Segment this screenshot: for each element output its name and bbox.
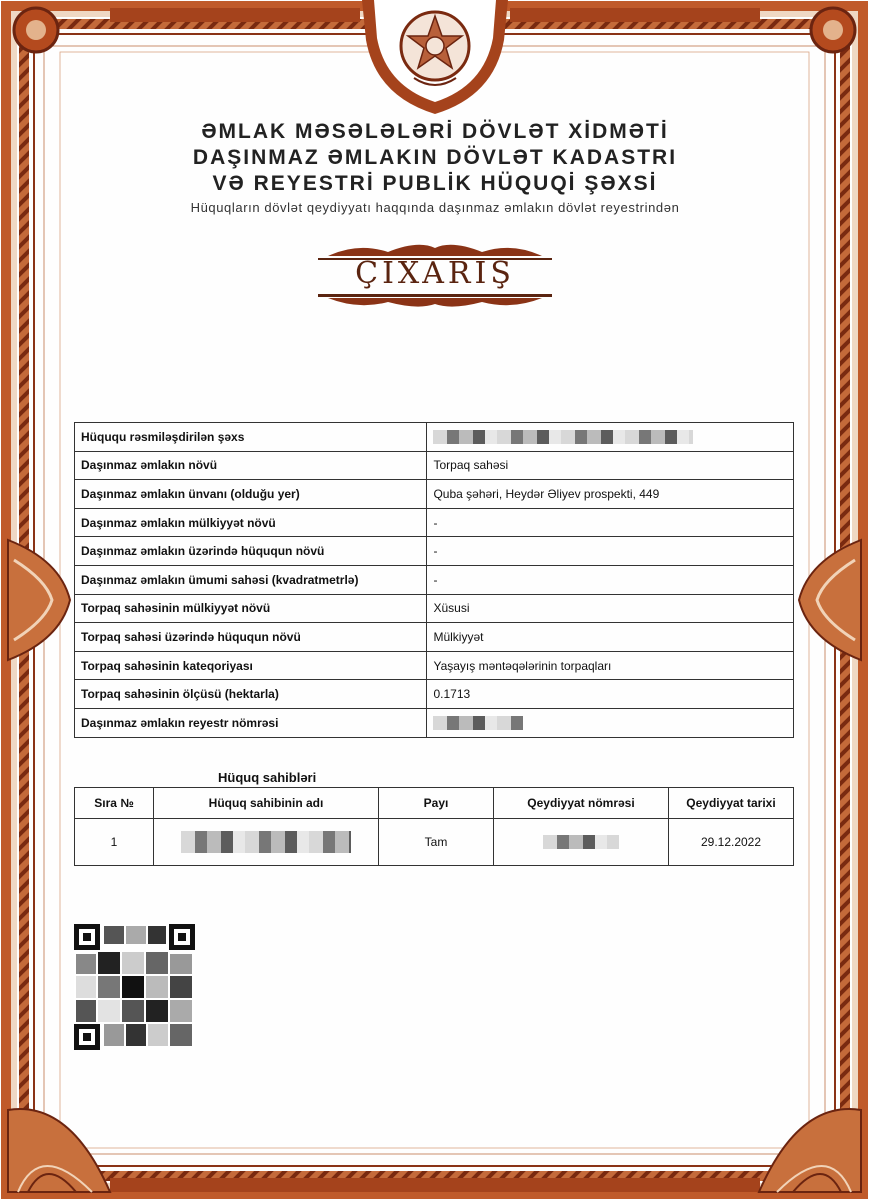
header-line-3: VƏ REYESTRİ PUBLİK HÜQUQİ ŞƏXSİ <box>212 172 658 195</box>
header-line-1: ƏMLAK MƏSƏLƏLƏRİ DÖVLƏT XİDMƏTİ <box>201 120 669 143</box>
redacted-text <box>543 835 619 849</box>
qr-code-redacted <box>74 924 195 1050</box>
state-emblem-icon <box>354 0 516 116</box>
table-row <box>75 508 794 537</box>
column-header: Qeydiyyat nömrəsi <box>494 788 669 819</box>
row-value-redacted <box>427 423 794 452</box>
table-row <box>75 623 794 652</box>
registration-date: 29.12.2022 <box>669 819 794 866</box>
row-label: Torpaq sahəsinin kateqoriyası <box>75 651 427 680</box>
row-value: Torpaq sahəsi <box>427 451 794 480</box>
row-label: Hüququ rəsmiləşdirilən şəxs <box>75 423 427 452</box>
table-row <box>75 565 794 594</box>
row-value: Quba şəhəri, Heydər Əliyev prospekti, 449 <box>427 480 794 509</box>
owners-section-title: Hüquq sahibləri <box>218 770 317 785</box>
row-label: Daşınmaz əmlakın növü <box>75 451 427 480</box>
table-row <box>75 651 794 680</box>
row-label: Torpaq sahəsinin ölçüsü (hektarla) <box>75 680 427 709</box>
owner-row-number: 1 <box>75 819 154 866</box>
table-row <box>75 537 794 566</box>
row-label: Daşınmaz əmlakın ünvanı (olduğu yer) <box>75 480 427 509</box>
owner-name-redacted <box>154 819 379 866</box>
row-label: Torpaq sahəsinin mülkiyyət növü <box>75 594 427 623</box>
row-value: 0.1713 <box>427 680 794 709</box>
column-header: Sıra № <box>75 788 154 819</box>
table-row <box>75 451 794 480</box>
table-row <box>75 423 794 452</box>
row-label: Daşınmaz əmlakın mülkiyyət növü <box>75 508 427 537</box>
header-subtitle: Hüquqların dövlət qeydiyyatı haqqında daşınmaz əmlakın dövlət reyestrindən <box>190 200 680 215</box>
column-header: Payı <box>379 788 494 819</box>
row-label: Daşınmaz əmlakın üzərində hüququn növü <box>75 537 427 566</box>
row-label: Daşınmaz əmlakın reyestr nömrəsi <box>75 708 427 737</box>
row-label: Daşınmaz əmlakın ümumi sahəsi (kvadratmetrlə) <box>75 565 427 594</box>
row-value: Mülkiyyət <box>427 623 794 652</box>
redacted-text <box>433 716 523 730</box>
table-row <box>75 708 794 737</box>
document-title: ÇIXARIŞ <box>355 256 515 291</box>
owners-table <box>74 787 794 866</box>
table-row <box>75 680 794 709</box>
table-row <box>75 480 794 509</box>
table-row <box>75 594 794 623</box>
header-line-2: DAŞINMAZ ƏMLAKIN DÖVLƏT KADASTRI <box>192 146 678 169</box>
row-value: - <box>427 565 794 594</box>
row-value: Yaşayış məntəqələrinin torpaqları <box>427 651 794 680</box>
row-label: Torpaq sahəsi üzərində hüququn növü <box>75 623 427 652</box>
redacted-text <box>433 430 693 444</box>
column-header: Hüquq sahibinin adı <box>154 788 379 819</box>
redacted-text <box>181 831 351 853</box>
row-value: - <box>427 537 794 566</box>
column-header: Qeydiyyat tarixi <box>669 788 794 819</box>
row-value: - <box>427 508 794 537</box>
table-header-row <box>75 788 794 819</box>
table-row <box>75 819 794 866</box>
registration-number-redacted <box>494 819 669 866</box>
row-value-redacted <box>427 708 794 737</box>
property-info-table <box>74 422 794 738</box>
owner-share: Tam <box>379 819 494 866</box>
row-value: Xüsusi <box>427 594 794 623</box>
